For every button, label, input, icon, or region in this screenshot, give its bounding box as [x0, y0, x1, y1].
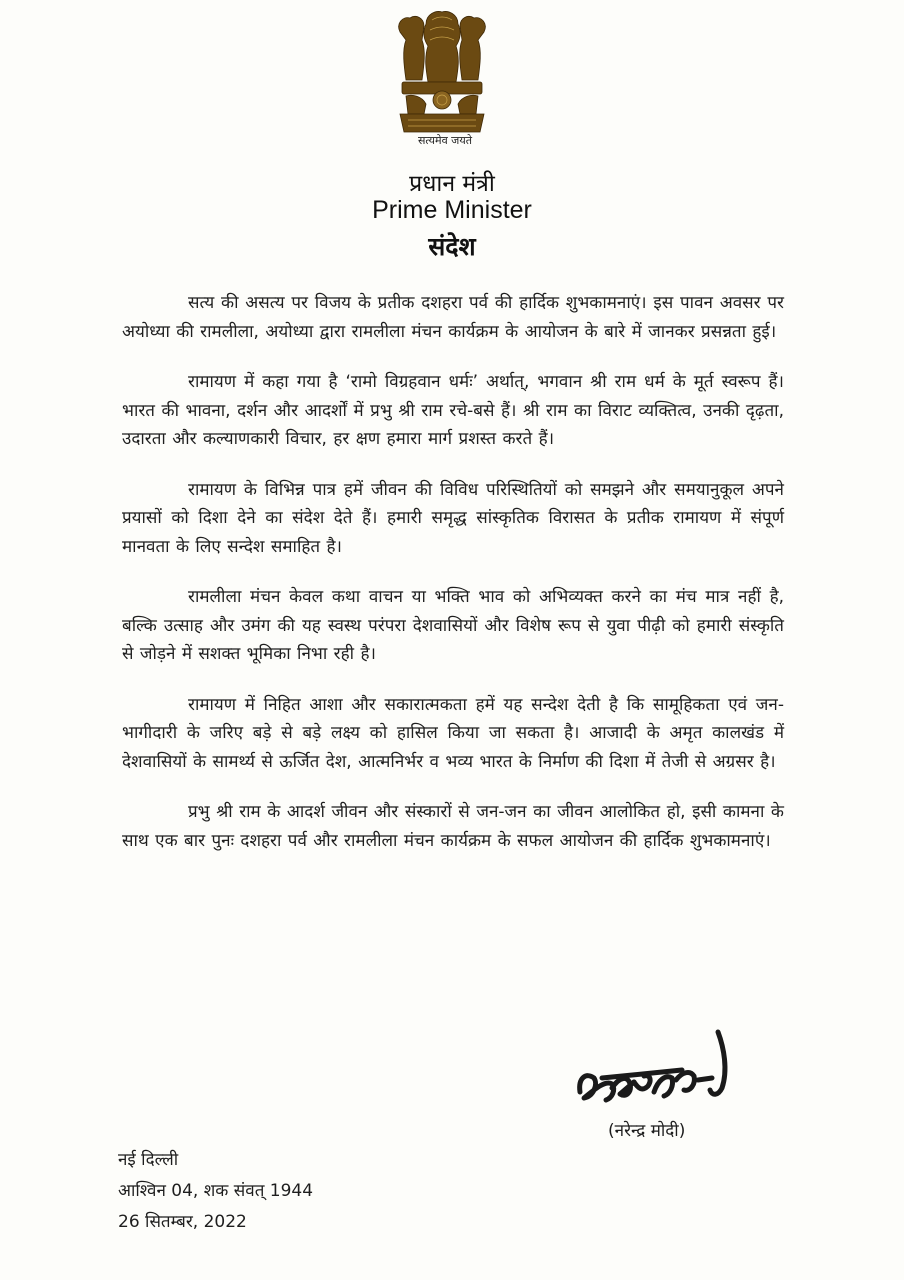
office-title-hindi: प्रधान मंत्री: [409, 171, 495, 197]
place: नई दिल्ली: [118, 1150, 179, 1170]
paragraph-2: रामायण में कहा गया है ‘रामो विग्रहवान धर्मः’ अर्थात्, भगवान श्री राम धर्म के मूर्त स्वरूप हैं। भारत की भावना, दर्शन और आदर्शों में प्रभु श्री राम रचे-बसे हैं। श्री राम का विराट व्यक्तित्व, उनकी दृढ़ता, उदारता और कल्याणकारी विचार, हर क्षण हमारा मार्ग प्रशस्त करते हैं।: [122, 372, 784, 449]
signatory-name: (नरेन्द्र मोदी): [608, 1121, 686, 1141]
office-title-english: Prime Minister: [372, 196, 532, 224]
paragraph-3: रामायण के विभिन्न पात्र हमें जीवन की विविध परिस्थितियों को समझने और समयानुकूल अपने प्रयासों को दिशा देने का संदेश देते हैं। हमारी समृद्ध सांस्कृतिक विरासत के प्रतीक रामायण में संपूर्ण मानवता के लिए सन्देश समाहित है।: [122, 479, 784, 557]
letter-subject: संदेश: [428, 232, 476, 261]
gregorian-date: 26 सितम्बर, 2022: [118, 1212, 247, 1232]
letter-body: [122, 289, 784, 877]
paragraph-4: रामलीला मंचन केवल कथा वाचन या भक्ति भाव को अभिव्यक्त करने का मंच मात्र नहीं है, बल्कि उत्साह और उमंग की यह स्वस्थ परंपरा देशवासियों और विशेष रूप से युवा पीढ़ी को हमारी संस्कृति से जोड़ने में सशक्त भूमिका निभा रही है।: [122, 587, 784, 664]
handwritten-signature: [572, 1018, 747, 1110]
hindu-calendar-date: आश्विन 04, शक संवत् 1944: [118, 1181, 314, 1201]
place-and-date: [118, 1145, 313, 1238]
paragraph-5: रामायण में निहित आशा और सकारात्मकता हमें यह सन्देश देती है कि सामूहिकता एवं जन-भागीदारी के जरिए बड़े से बड़े लक्ष्य को हासिल किया जा सकता है। आजादी के अमृत कालखंड में देशवासियों के सामर्थ्य से ऊर्जित देश, आत्मनिर्भर व भव्य भारत के निर्माण की दिशा में तेजी से अग्रसर है।: [122, 694, 784, 772]
paragraph-6: प्रभु श्री राम के आदर्श जीवन और संस्कारों से जन-जन का जीवन आलोकित हो, इसी कामना के साथ एक बार पुनः दशहरा पर्व और रामलीला मंचन कार्यक्रम के सफल आयोजन की हार्दिक शुभकामनाएं।: [122, 802, 784, 851]
ashoka-lion-capital-icon: [392, 10, 492, 136]
national-motto: सत्यमेव जयते: [417, 134, 472, 147]
paragraph-1: सत्य की असत्य पर विजय के प्रतीक दशहरा पर्व की हार्दिक शुभकामनाएं। इस पावन अवसर पर अयोध्या की रामलीला, अयोध्या द्वारा रामलीला मंचन कार्यक्रम के आयोजन के बारे में जानकर प्रसन्नता हुई।: [122, 293, 784, 342]
